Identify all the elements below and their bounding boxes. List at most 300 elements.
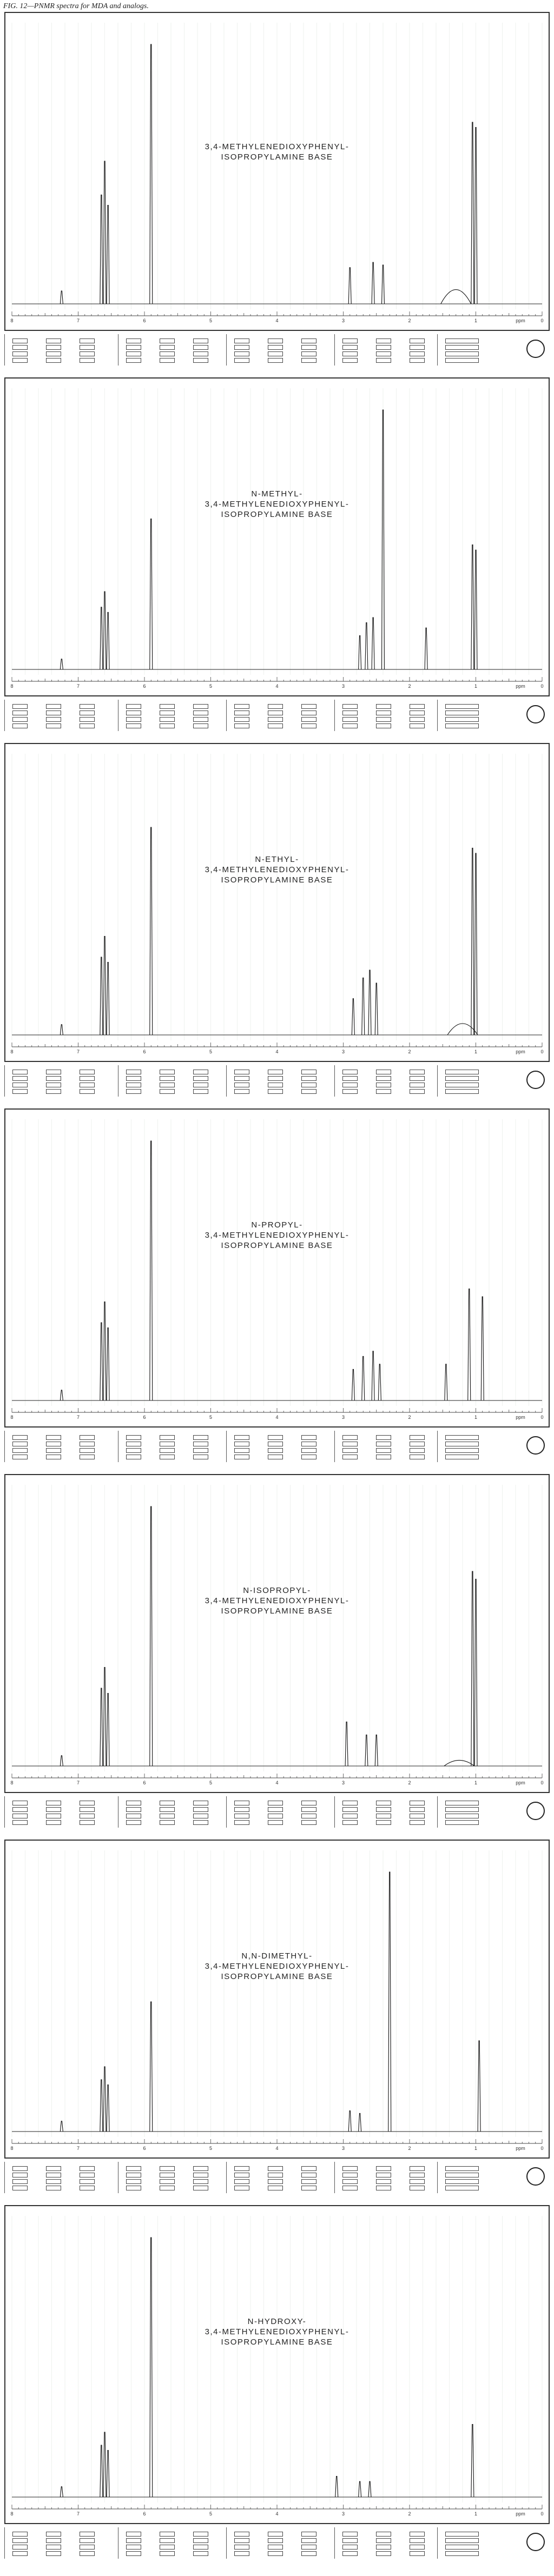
parameter-field <box>300 1435 316 1440</box>
parameter-box <box>301 2532 316 2537</box>
parameter-box <box>80 723 95 728</box>
parameter-field <box>267 345 283 350</box>
x-tick-label: 6 <box>143 2511 146 2517</box>
spectrum-peak <box>352 1369 354 1400</box>
parameter-box <box>126 358 141 363</box>
parameter-field <box>11 704 28 709</box>
parameter-field <box>300 1083 316 1087</box>
parameter-box <box>46 2179 61 2184</box>
parameter-box <box>410 704 425 709</box>
parameter-field <box>125 351 141 356</box>
parameter-box <box>342 2166 358 2171</box>
spectrum-peak <box>335 2477 338 2497</box>
instrument-logo-icon <box>526 340 545 358</box>
parameter-box <box>12 1076 28 1081</box>
parameter-box <box>410 2532 425 2537</box>
parameter-field <box>192 2545 208 2550</box>
x-tick-label: 0 <box>540 683 544 689</box>
parameter-field <box>78 723 95 728</box>
x-tick-label: 7 <box>76 1049 80 1054</box>
parameter-box <box>80 1435 95 1440</box>
parameter-box <box>268 2545 283 2550</box>
parameter-field <box>192 2179 208 2184</box>
spectrum-title-line: N-HYDROXY- <box>247 2317 307 2326</box>
spectrum-peak <box>365 1735 368 1766</box>
parameter-box <box>301 1814 316 1818</box>
parameter-field <box>300 1076 316 1081</box>
spectrum-panel <box>4 1474 550 1831</box>
parameter-field <box>11 1076 28 1081</box>
parameter-box <box>342 1820 358 1825</box>
parameter-box <box>342 1076 358 1081</box>
parameter-box <box>342 2173 358 2177</box>
parameter-box <box>268 338 283 343</box>
parameter-box <box>12 2538 28 2543</box>
parameter-box <box>268 704 283 709</box>
parameter-field <box>78 2545 95 2550</box>
parameter-box <box>445 1435 479 1440</box>
parameter-field <box>408 351 425 356</box>
parameter-field <box>375 2551 391 2556</box>
parameter-box <box>234 2179 249 2184</box>
parameter-field <box>45 1801 61 1805</box>
spectrum-panel <box>4 1840 550 2196</box>
parameter-field <box>78 1455 95 1459</box>
parameter-cell <box>334 1431 438 1462</box>
parameter-field <box>267 2166 283 2171</box>
spectrum-title-line: N-PROPYL- <box>251 1220 303 1230</box>
x-tick-label: 3 <box>341 1049 345 1054</box>
parameter-field <box>125 1435 141 1440</box>
x-axis-label: ppm <box>516 2511 525 2517</box>
parameter-box <box>193 2551 208 2556</box>
parameter-field <box>11 723 28 728</box>
parameter-field <box>125 2179 141 2184</box>
spectrum-peak <box>107 205 109 304</box>
parameter-field <box>233 351 249 356</box>
parameter-field <box>11 1070 28 1074</box>
parameter-box <box>342 1442 358 1446</box>
parameter-cell <box>4 1065 118 1097</box>
parameter-field <box>267 1435 283 1440</box>
parameter-box <box>234 717 249 722</box>
parameter-cell <box>226 1065 335 1097</box>
parameter-cell <box>334 1796 438 1828</box>
parameter-field <box>45 2173 61 2177</box>
parameter-cell <box>334 700 438 731</box>
parameter-cell <box>226 2162 335 2193</box>
parameter-field <box>78 1070 95 1074</box>
spectrum-title <box>4 142 550 162</box>
parameter-field <box>444 1455 479 1459</box>
parameter-box <box>80 1801 95 1805</box>
parameter-field <box>125 711 141 715</box>
x-tick-label: 0 <box>540 2511 544 2517</box>
parameter-field <box>300 2173 316 2177</box>
parameter-box <box>301 2166 316 2171</box>
parameter-field <box>192 1070 208 1074</box>
x-tick-label: 2 <box>408 1049 411 1054</box>
parameter-cell <box>4 334 118 366</box>
parameter-field <box>78 1801 95 1805</box>
spectrum-title-line: ISOPROPYLAMINE BASE <box>221 875 333 885</box>
parameter-field <box>267 1089 283 1094</box>
x-tick-label: 2 <box>408 318 411 323</box>
parameter-box <box>268 1089 283 1094</box>
parameter-box <box>445 1814 479 1818</box>
parameter-field <box>300 717 316 722</box>
x-tick-label: 0 <box>540 2146 544 2151</box>
parameter-field <box>267 1070 283 1074</box>
parameter-field <box>408 1814 425 1818</box>
parameter-field <box>11 345 28 350</box>
parameter-field <box>408 1801 425 1805</box>
parameter-field <box>192 1435 208 1440</box>
parameter-field <box>444 345 479 350</box>
parameter-cell <box>334 1065 438 1097</box>
parameter-box <box>160 2551 175 2556</box>
parameter-field <box>341 1089 358 1094</box>
parameter-field <box>300 711 316 715</box>
parameter-box <box>234 723 249 728</box>
parameter-field <box>159 1807 175 1812</box>
x-tick-label: 5 <box>209 1415 213 1420</box>
parameter-field <box>11 2173 28 2177</box>
parameter-box <box>193 2179 208 2184</box>
spectrum-title <box>4 854 550 885</box>
parameter-box <box>410 2186 425 2190</box>
parameter-box <box>301 717 316 722</box>
parameter-field <box>444 1076 479 1081</box>
parameter-box <box>410 1455 425 1459</box>
parameter-box <box>80 1455 95 1459</box>
parameter-field <box>45 717 61 722</box>
parameter-field <box>444 351 479 356</box>
parameter-field <box>408 1089 425 1094</box>
parameter-box <box>376 2186 391 2190</box>
parameter-box <box>410 1820 425 1825</box>
parameter-box <box>46 1083 61 1087</box>
x-tick-label: 1 <box>474 1780 478 1785</box>
parameter-box <box>268 1814 283 1818</box>
x-tick-label: 1 <box>474 683 478 689</box>
parameter-box <box>80 2545 95 2550</box>
parameter-field <box>341 358 358 363</box>
parameter-field <box>11 2179 28 2184</box>
parameter-box <box>234 704 249 709</box>
spectrum-plot <box>4 1108 550 1428</box>
parameter-field <box>300 1820 316 1825</box>
parameter-field <box>11 2186 28 2190</box>
parameter-box <box>376 1089 391 1094</box>
parameter-field <box>408 2551 425 2556</box>
parameter-field <box>11 338 28 343</box>
parameter-box <box>12 2551 28 2556</box>
parameter-field <box>408 1448 425 1453</box>
spectrum-peak <box>352 999 354 1035</box>
parameter-box <box>376 704 391 709</box>
x-tick-label: 7 <box>76 1415 80 1420</box>
parameter-field <box>159 2166 175 2171</box>
parameter-field <box>125 358 141 363</box>
parameter-box <box>126 1435 141 1440</box>
parameter-box <box>234 1807 249 1812</box>
parameter-box <box>12 717 28 722</box>
spectrum-title-line: 3,4-METHYLENEDIOXYPHENYL- <box>205 1231 349 1240</box>
x-tick-label: 4 <box>275 1415 279 1420</box>
parameter-field <box>233 1076 249 1081</box>
x-tick-label: 4 <box>275 2511 279 2517</box>
parameter-box <box>193 1089 208 1094</box>
parameter-box <box>12 1801 28 1805</box>
parameter-field <box>375 1801 391 1805</box>
parameter-field <box>375 1435 391 1440</box>
parameter-field <box>125 2173 141 2177</box>
parameter-cell <box>118 1796 227 1828</box>
parameter-box <box>301 351 316 356</box>
parameter-field <box>45 2545 61 2550</box>
parameter-field <box>341 704 358 709</box>
parameter-box <box>342 1807 358 1812</box>
parameter-box <box>445 1442 479 1446</box>
parameter-field <box>444 723 479 728</box>
parameter-field <box>375 1807 391 1812</box>
parameter-field <box>78 358 95 363</box>
parameter-box <box>342 2538 358 2543</box>
parameter-box <box>301 1801 316 1805</box>
parameter-box <box>342 1801 358 1805</box>
parameter-box <box>376 2166 391 2171</box>
instrument-parameter-strip <box>4 334 550 366</box>
parameter-box <box>376 1455 391 1459</box>
parameter-box <box>445 1820 479 1825</box>
parameter-box <box>46 2545 61 2550</box>
instrument-logo-icon <box>526 1436 545 1455</box>
x-tick-label: 6 <box>143 318 146 323</box>
parameter-box <box>160 1442 175 1446</box>
parameter-box <box>410 2538 425 2543</box>
parameter-field <box>45 1076 61 1081</box>
parameter-box <box>301 723 316 728</box>
parameter-field <box>341 1435 358 1440</box>
parameter-box <box>193 1070 208 1074</box>
parameter-field <box>78 1435 95 1440</box>
spectrum-panel <box>4 2205 550 2562</box>
parameter-field <box>408 2538 425 2543</box>
parameter-box <box>193 351 208 356</box>
parameter-box <box>376 2538 391 2543</box>
parameter-box <box>376 1070 391 1074</box>
parameter-field <box>45 1442 61 1446</box>
spectrum-title-line: ISOPROPYLAMINE BASE <box>221 1606 333 1616</box>
parameter-field <box>78 2166 95 2171</box>
parameter-field <box>11 1820 28 1825</box>
parameter-field <box>267 2173 283 2177</box>
parameter-box <box>445 345 479 350</box>
parameter-box <box>46 358 61 363</box>
parameter-box <box>126 717 141 722</box>
parameter-field <box>341 1070 358 1074</box>
spectrum-title-line: 3,4-METHYLENEDIOXYPHENYL- <box>205 1962 349 1971</box>
parameter-box <box>193 338 208 343</box>
spectrum-peak <box>365 623 368 669</box>
parameter-field <box>45 351 61 356</box>
parameter-field <box>300 2166 316 2171</box>
parameter-field <box>267 2532 283 2537</box>
parameter-box <box>126 1814 141 1818</box>
spectrum-title <box>4 1220 550 1251</box>
parameter-box <box>376 2545 391 2550</box>
parameter-field <box>444 2545 479 2550</box>
parameter-box <box>80 338 95 343</box>
parameter-box <box>268 2186 283 2190</box>
parameter-field <box>192 2538 208 2543</box>
parameter-field <box>267 358 283 363</box>
spectrum-peak <box>348 2111 351 2132</box>
parameter-box <box>126 2173 141 2177</box>
parameter-field <box>233 1083 249 1087</box>
parameter-box <box>12 2166 28 2171</box>
parameter-box <box>234 338 249 343</box>
parameter-field <box>341 711 358 715</box>
parameter-box <box>301 1083 316 1087</box>
x-tick-label: 0 <box>540 1415 544 1420</box>
parameter-field <box>78 2186 95 2190</box>
parameter-box <box>12 351 28 356</box>
parameter-box <box>445 1807 479 1812</box>
parameter-box <box>410 358 425 363</box>
parameter-field <box>233 2545 249 2550</box>
parameter-field <box>45 358 61 363</box>
parameter-field <box>78 2173 95 2177</box>
spectrum-peak <box>107 2085 109 2132</box>
parameter-box <box>12 1807 28 1812</box>
spectrum-peak <box>107 2451 109 2497</box>
parameter-field <box>267 338 283 343</box>
parameter-field <box>375 723 391 728</box>
parameter-field <box>192 2173 208 2177</box>
parameter-box <box>12 2186 28 2190</box>
parameter-field <box>408 717 425 722</box>
parameter-box <box>342 2551 358 2556</box>
parameter-box <box>445 338 479 343</box>
spectrum-plot <box>4 743 550 1062</box>
parameter-field <box>159 1455 175 1459</box>
spectrum-title-line: ISOPROPYLAMINE BASE <box>221 152 333 162</box>
parameter-box <box>160 1807 175 1812</box>
x-tick-label: 6 <box>143 1780 146 1785</box>
x-tick-label: 3 <box>341 2146 345 2151</box>
x-tick-label: 8 <box>10 2146 14 2151</box>
parameter-box <box>301 1089 316 1094</box>
parameter-cell <box>334 2527 438 2559</box>
parameter-field <box>159 717 175 722</box>
parameter-field <box>408 2173 425 2177</box>
x-tick-label: 7 <box>76 2146 80 2151</box>
parameter-box <box>160 2166 175 2171</box>
parameter-box <box>80 717 95 722</box>
parameter-field <box>375 2532 391 2537</box>
parameter-field <box>159 1448 175 1453</box>
parameter-field <box>45 345 61 350</box>
parameter-field <box>11 1083 28 1087</box>
parameter-field <box>233 2532 249 2537</box>
parameter-field <box>125 1089 141 1094</box>
parameter-box <box>234 1442 249 1446</box>
parameter-field <box>45 1435 61 1440</box>
spectrum-title-line: ISOPROPYLAMINE BASE <box>221 1972 333 1981</box>
parameter-field <box>408 1442 425 1446</box>
spectrum-title-line: 3,4-METHYLENEDIOXYPHENYL- <box>205 142 349 151</box>
parameter-box <box>376 1448 391 1453</box>
parameter-field <box>233 2186 249 2190</box>
parameter-box <box>193 2186 208 2190</box>
parameter-field <box>159 704 175 709</box>
parameter-field <box>45 2166 61 2171</box>
spectrum-title-line: N-METHYL- <box>251 489 303 499</box>
parameter-box <box>268 1801 283 1805</box>
x-tick-label: 8 <box>10 683 14 689</box>
parameter-box <box>376 358 391 363</box>
parameter-field <box>267 717 283 722</box>
spectrum-title-line: 3,4-METHYLENEDIOXYPHENYL- <box>205 1596 349 1605</box>
parameter-box <box>445 2166 479 2171</box>
parameter-box <box>234 358 249 363</box>
parameter-field <box>159 1801 175 1805</box>
parameter-box <box>268 1070 283 1074</box>
parameter-field <box>341 2173 358 2177</box>
parameter-cell <box>437 1796 550 1828</box>
parameter-box <box>342 1455 358 1459</box>
parameter-field <box>78 345 95 350</box>
parameter-box <box>193 2532 208 2537</box>
parameter-box <box>160 2179 175 2184</box>
x-tick-label: 4 <box>275 683 279 689</box>
parameter-field <box>375 351 391 356</box>
x-tick-label: 4 <box>275 318 279 323</box>
spectrum-peak <box>375 1735 378 1766</box>
parameter-field <box>233 1801 249 1805</box>
x-tick-label: 1 <box>474 318 478 323</box>
parameter-box <box>234 1455 249 1459</box>
parameter-box <box>234 1070 249 1074</box>
parameter-field <box>78 2551 95 2556</box>
parameter-field <box>11 2166 28 2171</box>
parameter-field <box>78 2538 95 2543</box>
parameter-box <box>46 2166 61 2171</box>
spectrum-peak <box>150 2002 153 2132</box>
parameter-cell <box>437 2162 550 2193</box>
parameter-box <box>126 2551 141 2556</box>
parameter-field <box>192 1455 208 1459</box>
instrument-parameter-strip <box>4 1796 550 1828</box>
parameter-field <box>45 1455 61 1459</box>
parameter-field <box>444 2166 479 2171</box>
parameter-field <box>125 1070 141 1074</box>
parameter-field <box>192 1089 208 1094</box>
parameter-box <box>268 1083 283 1087</box>
parameter-box <box>301 2538 316 2543</box>
parameter-box <box>80 1807 95 1812</box>
parameter-cell <box>226 700 335 731</box>
parameter-box <box>193 1083 208 1087</box>
parameter-field <box>300 358 316 363</box>
parameter-field <box>444 1814 479 1818</box>
parameter-box <box>342 2179 358 2184</box>
parameter-field <box>267 723 283 728</box>
parameter-box <box>193 704 208 709</box>
parameter-field <box>233 1435 249 1440</box>
